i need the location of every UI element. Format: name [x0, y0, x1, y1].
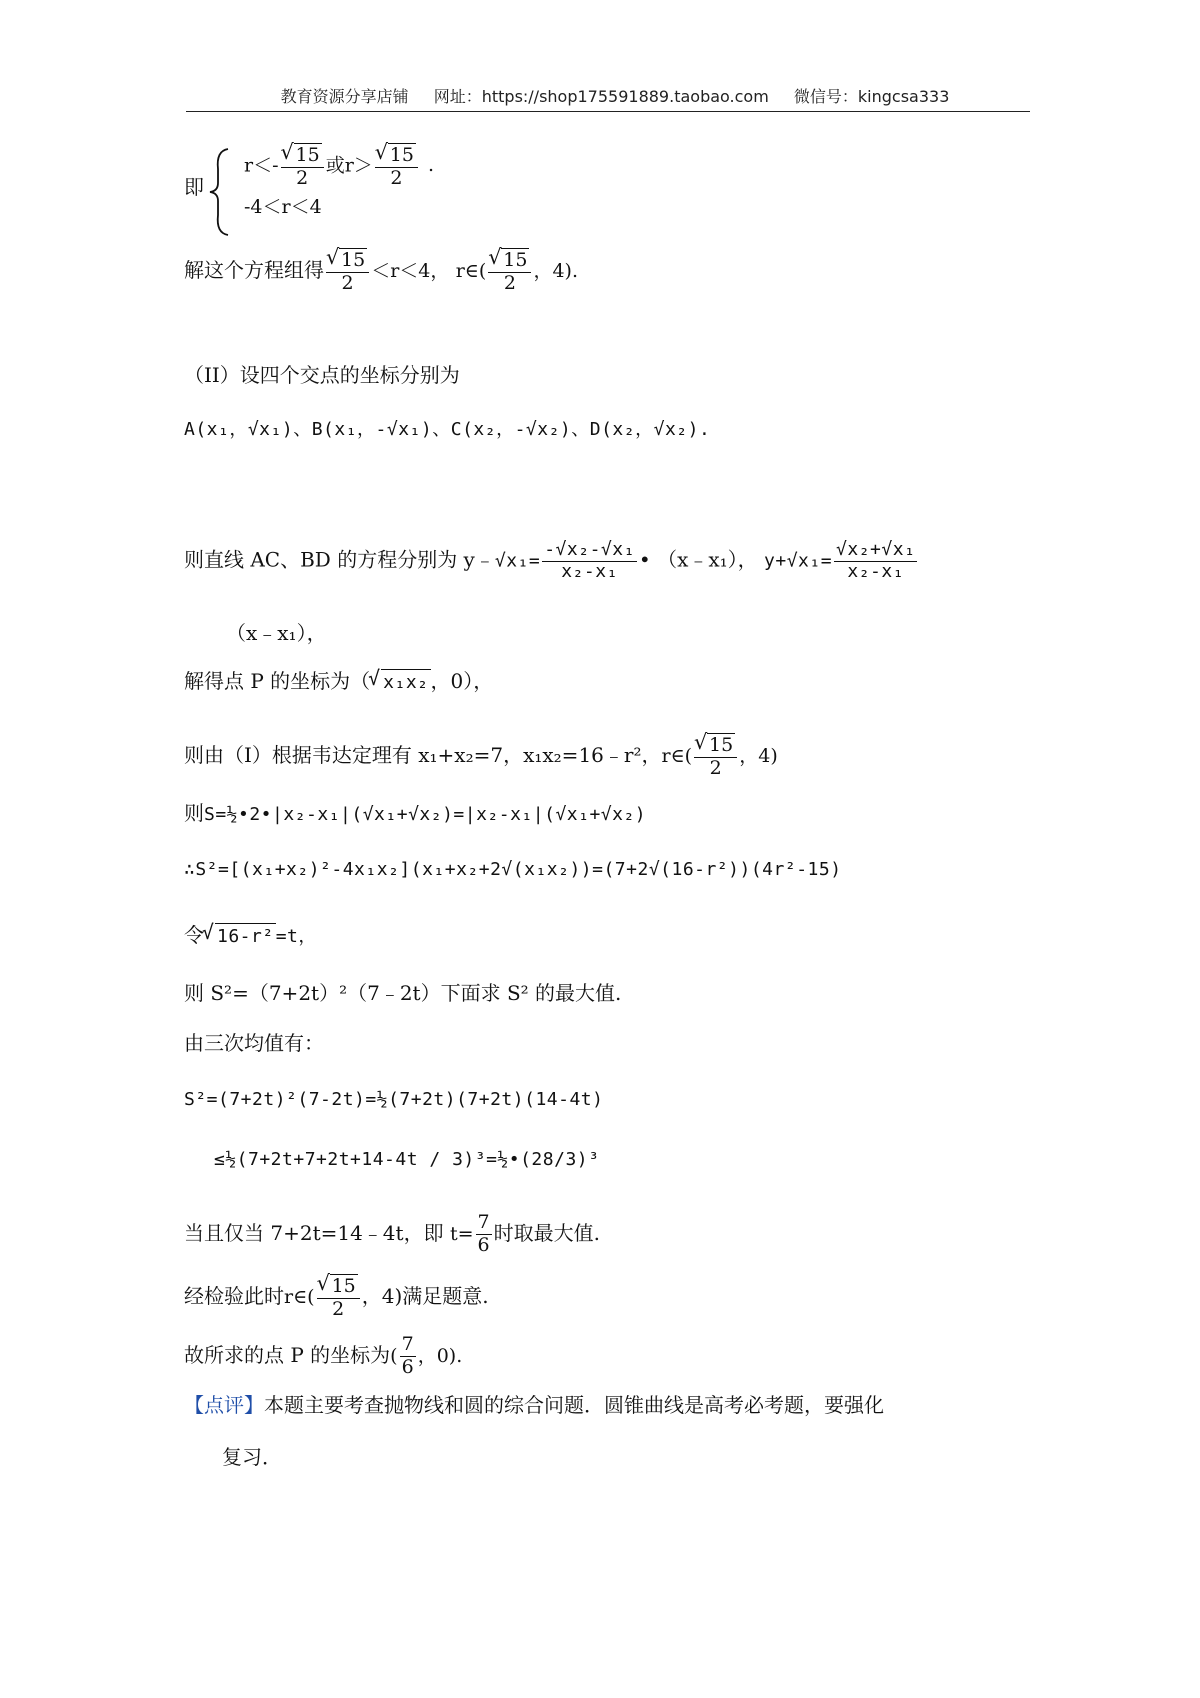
- system-row-1: r＜- √ $\frac{15}{2}$ 或r＞ √ $\frac{15}{2}$ .: [244, 143, 434, 190]
- comment-line: 【点评】本题主要考查抛物线和圆的综合问题．圆锥曲线是高考必考题，要强化: [184, 1393, 884, 1417]
- amgm-line-2: ≤½(7+2t+7+2t+14-4t / 3)³=½•(28/3)³: [214, 1149, 600, 1170]
- p-coordinate: 解得点 P 的坐标为（√ x₁x₂ ，0），: [184, 668, 493, 694]
- line-equations-cont: （x﹣x₁），: [226, 621, 327, 645]
- system-prefix: 即: [184, 175, 204, 199]
- vieta-line: 则由（I）根据韦达定理有 x₁+x₂=7，x₁x₂=16﹣r²，r∈( √ $\frac{15}{2}$ ，4): [184, 733, 778, 780]
- area-expression: 则S=½•2•|x₂-x₁|(√x₁+√x₂)=|x₂-x₁|(√x₁+√x₂): [184, 801, 647, 825]
- points-line: A(x₁，√x₁)、B(x₁，-√x₁)、C(x₂，-√x₂)、D(x₂，√x₂).: [184, 419, 711, 440]
- area-squared-expression: ∴S²=[(x₁+x₂)²-4x₁x₂](x₁+x₂+2√(x₁x₂))=(7+2√(16-r²))(4r²-15): [184, 859, 842, 880]
- line-equations: 则直线 AC、BD 的方程分别为 y﹣√x₁= $\frac{\text{-√x₂-√x₁}}{\text{x₂-x₁}}$ • （x﹣x₁）， y+√x₁= $\frac{\text{√x₂+√x₁}}{\text{x₂-x₁}}$: [184, 539, 916, 582]
- wechat-id: 微信号：kingcsa333: [793, 87, 950, 106]
- equality-condition: 当且仅当 7+2t=14﹣4t，即 t= $\frac{7}{6}$ 时取最大值.: [184, 1211, 600, 1256]
- part2-heading: （II）设四个交点的坐标分别为: [184, 363, 460, 387]
- comment-tag: 【点评】: [184, 1393, 264, 1417]
- shop-name: 教育资源分享店铺: [280, 87, 409, 106]
- header-divider: [186, 111, 1030, 112]
- amgm-line-1: S²=(7+2t)²(7-2t)=½(7+2t)(7+2t)(14-4t): [184, 1089, 604, 1110]
- comment-line-2: 复习．: [222, 1445, 282, 1469]
- left-brace-icon: [206, 147, 236, 237]
- substitution-line: 令√ 16-r² =t，: [184, 922, 317, 948]
- amgm-intro: 由三次均值有：: [184, 1031, 324, 1055]
- check-line: 经检验此时r∈( √ $\frac{15}{2}$ ，4)满足题意.: [184, 1274, 489, 1321]
- fraction: √ $\frac{15}{2}$: [281, 143, 324, 190]
- shop-url[interactable]: 网址：https://shop175591889.taobao.com: [433, 87, 769, 106]
- solve-line: 解这个方程组得 √ $\frac{15}{2}$ ＜r＜4， r∈( √ $\frac{15}{2}$ ，4).: [184, 248, 578, 295]
- s2-in-t: 则 S²=（7+2t）²（7﹣2t）下面求 S² 的最大值.: [184, 981, 622, 1005]
- answer-line: 故所求的点 P 的坐标为( $\frac{7}{6}$ ，0).: [184, 1333, 463, 1378]
- system-row-2: -4＜r＜4: [244, 195, 322, 218]
- page-header: [195, 84, 1035, 107]
- fraction: √ $\frac{15}{2}$: [375, 143, 418, 190]
